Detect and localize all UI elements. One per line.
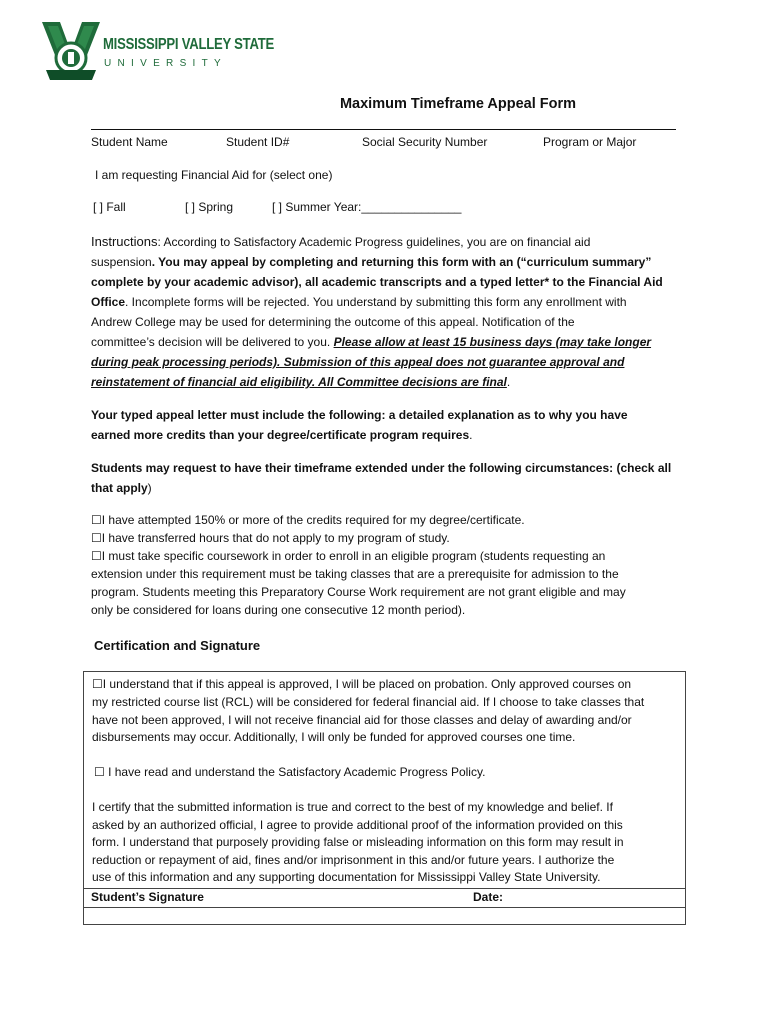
circumstances-line-2 [91,478,681,498]
program-major-field[interactable]: Program or Major [543,135,637,149]
instructions-label: Instructions [91,234,158,249]
instructions-text: : According to Satisfactory Academic Progress guidelines, you are on financial aid [157,235,591,249]
circumstance-option-3-cont: only be considered for loans during one consecutive 12 month period). [91,603,466,617]
circumstance-option-3-cont: extension under this requirement must be taking classes that are a prerequisite for admission to the [91,567,619,581]
instructions-line-1 [91,232,681,252]
circumstance-option-3-cont: program. Students meeting this Preparatory Course Work requirement are not grant eligible and may [91,585,626,599]
probation-checkbox[interactable]: ☐I understand that if this appeal is approved, I will be placed on probation. Only approved courses on [92,677,632,691]
instructions-bold: Office [91,295,126,309]
signature-bottom-divider [84,907,685,908]
instructions-text: . [506,375,511,389]
request-prompt: I am requesting Financial Aid for (select one) [95,168,333,182]
certify-text: asked by an authorized official, I agree to provide additional proof of the information provided on this [92,818,623,832]
instructions-line-6 [91,332,681,352]
student-id-field[interactable]: Student ID# [226,135,290,149]
instructions-text: suspension [91,255,152,269]
certification-heading: Certification and Signature [94,638,261,653]
certify-text: use of this information and any supporting documentation for Mississippi Valley State University. [92,870,601,884]
instructions-emphasis: reinstatement of financial aid eligibility. All Committee decisions are final [91,375,507,389]
circumstances-text: ) [147,481,152,495]
circumstance-option-2[interactable]: ☐I have transferred hours that do not apply to my program of study. [91,531,450,545]
instructions-line-8 [91,372,681,392]
letter-bold: earned more credits than your degree/certificate program requires [91,428,470,442]
circumstances-line-1: Students may request to have their timeframe extended under the following circumstances: (check all [91,461,672,475]
instructions-line-5: Andrew College may be used for determining the outcome of this appeal. Notification of the [91,315,575,329]
university-name: MISSISSIPPI VALLEY STATE [103,36,275,53]
student-signature-field[interactable]: Student’s Signature [91,890,204,904]
circumstance-option-3[interactable]: ☐I must take specific coursework in order to enroll in an eligible program (students requesting an [91,549,606,563]
instructions-line-2 [91,252,681,272]
instructions-emphasis: Please allow at least 15 business days (may take longer [333,335,652,349]
certify-text: reduction or repayment of aid, fines and/or imprisonment in this and/or future years. I authorize the [92,853,615,867]
letter-line-1: Your typed appeal letter must include the following: a detailed explanation as to why you have [91,408,628,422]
instructions-bold: . You may appeal by completing and returning this form with an (“curriculum summary” [151,255,652,269]
certify-text: I certify that the submitted information is true and correct to the best of my knowledge and belief. If [92,800,613,814]
circumstance-option-1[interactable]: ☐I have attempted 150% or more of the credits required for my degree/certificate. [91,513,525,527]
letter-text: . [469,428,473,442]
probation-text: my restricted course list (RCL) will be considered for federal financial aid. If I choose to take classes that [92,695,645,709]
sap-policy-checkbox[interactable]: ☐ I have read and understand the Satisfactory Academic Progress Policy. [94,765,486,779]
instructions-text: committee’s decision will be delivered to you. [91,335,334,349]
certification-box [83,671,686,925]
instructions-text: . Incomplete forms will be rejected. You understand by submitting this form any enrollment with [125,295,627,309]
student-name-field[interactable]: Student Name [91,135,168,149]
university-subtitle: UNIVERSITY [104,58,228,69]
circumstances-bold: that apply [91,481,148,495]
signature-divider [84,888,685,889]
probation-text: have not been approved, I will not receive financial aid for those classes and delay of awarding and/or [92,713,632,727]
header-rule [91,129,676,130]
instructions-line-3: complete by your academic advisor), all academic transcripts and a typed letter* to the Financial Aid [91,275,663,289]
instructions-line-7: during peak processing periods). Submission of this appeal does not guarantee approval and [91,355,625,369]
instructions-line-4 [91,292,681,312]
date-field[interactable]: Date: [473,890,504,904]
term-spring-checkbox[interactable]: [ ] Spring [185,200,234,214]
university-logo [40,18,275,88]
letter-line-2 [91,425,681,445]
form-title: Maximum Timeframe Appeal Form [339,96,577,112]
term-fall-checkbox[interactable]: [ ] Fall [93,200,126,214]
probation-text: disbursements may occur. Additionally, I will only be funded for approved courses one time. [92,730,576,744]
ssn-field[interactable]: Social Security Number [362,135,488,149]
term-summer-checkbox[interactable]: [ ] Summer Year:_______________ [272,200,462,214]
certify-text: form. I understand that purposely providing false or misleading information on this form may result in [92,835,624,849]
university-seal-icon [40,18,102,86]
